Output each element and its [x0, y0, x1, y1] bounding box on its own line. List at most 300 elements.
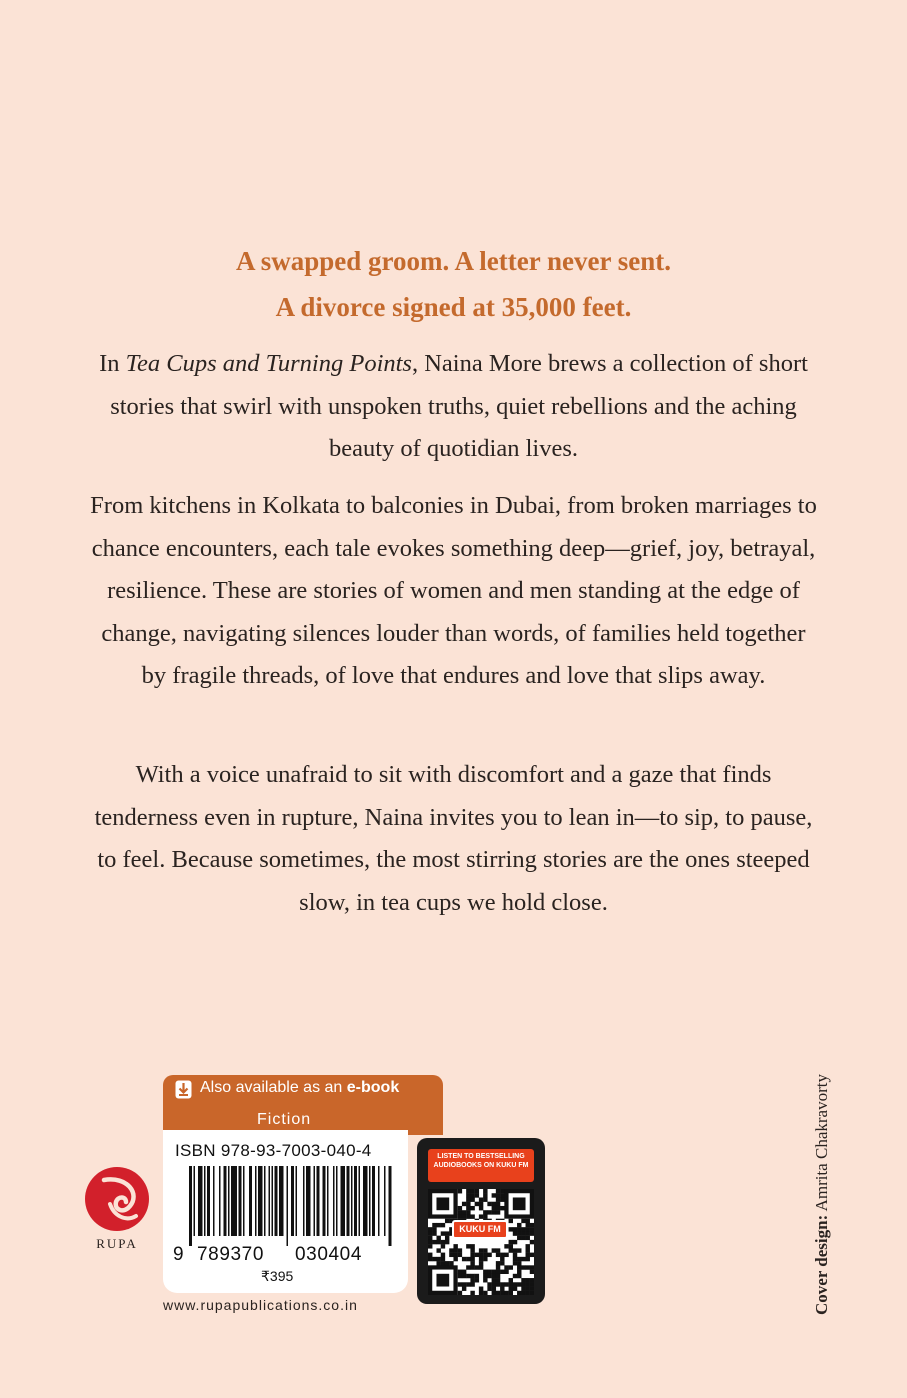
qr-module — [526, 1265, 530, 1269]
qr-module — [513, 1274, 517, 1278]
barcode-bar — [249, 1166, 252, 1236]
qr-module — [428, 1253, 432, 1257]
qr-module — [509, 1227, 513, 1231]
tagline-line-1: A swapped groom. A letter never sent. — [236, 246, 671, 276]
qr-module — [521, 1227, 525, 1231]
qr-module — [483, 1193, 487, 1197]
barcode-bar — [303, 1166, 305, 1236]
qr-module — [470, 1244, 474, 1248]
qr-module — [470, 1214, 474, 1218]
qr-module — [513, 1248, 517, 1252]
barcode-bar — [239, 1166, 242, 1236]
barcode-digits-right: 030404 — [295, 1244, 363, 1265]
qr-module — [530, 1270, 534, 1274]
qr-module — [445, 1219, 449, 1223]
qr-module — [530, 1278, 534, 1282]
barcode-bar — [194, 1166, 196, 1236]
qr-module — [436, 1257, 440, 1261]
qr-module — [526, 1248, 530, 1252]
qr-module — [470, 1193, 474, 1197]
kuku-fm-badge: KUKU FM — [452, 1220, 508, 1239]
qr-module — [513, 1261, 517, 1265]
qr-module — [462, 1214, 466, 1218]
qr-module — [492, 1202, 496, 1206]
qr-module — [475, 1189, 479, 1193]
qr-module — [500, 1282, 504, 1286]
qr-module — [526, 1257, 530, 1261]
qr-module — [470, 1197, 474, 1201]
qr-module — [462, 1287, 466, 1291]
qr-module — [483, 1278, 487, 1282]
qr-module — [462, 1282, 466, 1286]
qr-module — [458, 1214, 462, 1218]
qr-module — [521, 1278, 525, 1282]
barcode-bar — [269, 1166, 271, 1236]
qr-module — [513, 1257, 517, 1261]
qr-module — [483, 1197, 487, 1201]
qr-finder — [436, 1274, 449, 1287]
qr-module — [462, 1274, 466, 1278]
qr-module — [470, 1274, 474, 1278]
qr-module — [483, 1257, 487, 1261]
barcode-box — [163, 1108, 408, 1293]
qr-module — [487, 1287, 491, 1291]
qr-module — [526, 1253, 530, 1257]
qr-module — [479, 1261, 483, 1265]
qr-module — [487, 1274, 491, 1278]
qr-module — [462, 1257, 466, 1261]
qr-module — [517, 1282, 521, 1286]
qr-module — [432, 1223, 436, 1227]
qr-module — [496, 1210, 500, 1214]
qr-module — [526, 1219, 530, 1223]
qr-module — [462, 1202, 466, 1206]
blurb-paragraph-2: From kitchens in Kolkata to balconies in Dubai, from broken marriages to chance encounters, each tale evokes something deep—grief, joy, betrayal, resilience. These are stories of women and men standing at the edge of change, navigating silences louder than words, of families held together by fragile threads, of love that endures and love that slips away. — [90, 492, 817, 689]
blurb-p1-rest: , Naina More brews a collection of short stories that swirl with unspoken truths, quiet rebellions and the aching beauty of quotidian lives. — [110, 350, 808, 462]
qr-module — [504, 1291, 508, 1295]
barcode-bar — [275, 1166, 278, 1236]
qr-module — [517, 1231, 521, 1235]
barcode-bar — [279, 1166, 284, 1236]
barcode-bar — [378, 1166, 380, 1236]
qr-module — [509, 1219, 513, 1223]
qr-module — [453, 1253, 457, 1257]
qr-module — [483, 1253, 487, 1257]
qr-module — [530, 1253, 534, 1257]
qr-module — [521, 1291, 525, 1295]
barcode-bar — [219, 1166, 221, 1236]
qr-module — [526, 1287, 530, 1291]
qr-module — [496, 1274, 500, 1278]
publisher-logo — [84, 1166, 150, 1252]
barcode-digit-first: 9 — [173, 1244, 184, 1265]
qr-module — [453, 1248, 457, 1252]
qr-module — [466, 1214, 470, 1218]
qr-module — [483, 1274, 487, 1278]
qr-module — [500, 1197, 504, 1201]
ebook-bold: e-book — [346, 1079, 400, 1096]
barcode-bar — [341, 1166, 346, 1236]
qr-module — [500, 1291, 504, 1295]
kuku-fm-qr-card — [417, 1138, 545, 1304]
qr-module — [445, 1261, 449, 1265]
isbn-text: ISBN 978-93-7003-040-4 — [175, 1141, 372, 1160]
qr-module — [496, 1253, 500, 1257]
barcode-bar — [224, 1166, 227, 1236]
tagline-line-2: A divorce signed at 35,000 feet. — [275, 292, 632, 322]
qr-module — [526, 1282, 530, 1286]
qr-module — [530, 1240, 534, 1244]
qr-module — [428, 1236, 432, 1240]
barcode-bar — [363, 1166, 368, 1236]
qr-module — [492, 1210, 496, 1214]
qr-module — [517, 1261, 521, 1265]
qr-module — [509, 1248, 513, 1252]
qr-module — [479, 1214, 483, 1218]
qr-module — [441, 1240, 445, 1244]
qr-module — [521, 1219, 525, 1223]
qr-module — [432, 1231, 436, 1235]
qr-module — [428, 1244, 432, 1248]
qr-module — [504, 1270, 508, 1274]
qr-module — [509, 1244, 513, 1248]
qr-module — [458, 1291, 462, 1295]
qr-module — [441, 1231, 445, 1235]
qr-module — [521, 1282, 525, 1286]
qr-module — [492, 1270, 496, 1274]
qr-module — [487, 1270, 491, 1274]
qr-module — [462, 1210, 466, 1214]
qr-module — [513, 1253, 517, 1257]
qr-module — [479, 1248, 483, 1252]
qr-module — [526, 1223, 530, 1227]
qr-module — [496, 1202, 500, 1206]
qr-module — [483, 1210, 487, 1214]
qr-module — [513, 1282, 517, 1286]
qr-module — [487, 1282, 491, 1286]
qr-module — [466, 1274, 470, 1278]
qr-module — [479, 1202, 483, 1206]
qr-module — [500, 1189, 504, 1193]
qr-module — [496, 1278, 500, 1282]
qr-module — [475, 1253, 479, 1257]
blurb-prefix: In — [99, 350, 126, 377]
qr-module — [513, 1240, 517, 1244]
qr-module — [475, 1193, 479, 1197]
qr-module — [462, 1270, 466, 1274]
qr-module — [428, 1257, 432, 1261]
barcode-bar — [243, 1166, 245, 1236]
qr-module — [428, 1231, 432, 1235]
qr-module — [504, 1282, 508, 1286]
qr-module — [530, 1282, 534, 1286]
barcode-bar — [369, 1166, 371, 1236]
qr-module — [500, 1193, 504, 1197]
qr-module — [449, 1248, 453, 1252]
qr-module — [470, 1248, 474, 1252]
qr-module — [487, 1253, 491, 1257]
qr-module — [466, 1193, 470, 1197]
qr-module — [466, 1282, 470, 1286]
qr-module — [470, 1261, 474, 1265]
qr-module — [496, 1248, 500, 1252]
barcode-bar — [204, 1166, 206, 1236]
qr-module — [458, 1189, 462, 1193]
qr-module — [509, 1265, 513, 1269]
ebook-label — [200, 1079, 399, 1097]
qr-module — [526, 1236, 530, 1240]
qr-module — [487, 1202, 491, 1206]
qr-module — [428, 1240, 432, 1244]
qr-module — [496, 1206, 500, 1210]
qr-module — [517, 1291, 521, 1295]
qr-module — [436, 1236, 440, 1240]
qr-module — [458, 1206, 462, 1210]
qr-module — [470, 1265, 474, 1269]
qr-module — [483, 1270, 487, 1274]
qr-module — [466, 1189, 470, 1193]
qr-module — [500, 1261, 504, 1265]
qr-module — [479, 1287, 483, 1291]
qr-module — [496, 1197, 500, 1201]
barcode-bar — [306, 1166, 311, 1236]
qr-module — [496, 1189, 500, 1193]
qr-module — [530, 1287, 534, 1291]
qr-finder — [436, 1197, 449, 1210]
barcode-bar — [372, 1166, 375, 1236]
qr-module — [492, 1282, 496, 1286]
qr-module — [466, 1257, 470, 1261]
qr-module — [517, 1223, 521, 1227]
qr-module — [466, 1210, 470, 1214]
barcode-bars — [171, 1166, 401, 1246]
qr-module — [436, 1223, 440, 1227]
qr-module — [479, 1257, 483, 1261]
qr-module — [466, 1197, 470, 1201]
qr-module — [526, 1231, 530, 1235]
qr-module — [483, 1214, 487, 1218]
credit-label: Cover design: — [812, 1214, 831, 1315]
qr-module — [483, 1291, 487, 1295]
qr-module — [492, 1206, 496, 1210]
barcode-bar — [255, 1166, 257, 1236]
qr-module — [513, 1227, 517, 1231]
qr-module — [432, 1240, 436, 1244]
qr-module — [509, 1287, 513, 1291]
blurb-paragraph-1 — [80, 343, 827, 471]
qr-module — [449, 1253, 453, 1257]
qr-module — [492, 1248, 496, 1252]
qr-module — [521, 1231, 525, 1235]
qr-module — [517, 1248, 521, 1252]
barcode-bar — [264, 1166, 266, 1236]
qr-module — [470, 1291, 474, 1295]
qr-module — [530, 1231, 534, 1235]
barcode-bar — [207, 1166, 210, 1236]
qr-module — [441, 1253, 445, 1257]
qr-module — [492, 1274, 496, 1278]
qr-module — [479, 1265, 483, 1269]
qr-module — [496, 1265, 500, 1269]
qr-module — [432, 1257, 436, 1261]
qr-module — [445, 1236, 449, 1240]
qr-module — [453, 1244, 457, 1248]
price-label: ₹395 — [261, 1268, 294, 1284]
barcode-bar — [351, 1166, 353, 1236]
barcode-bar — [389, 1166, 392, 1246]
qr-module — [475, 1278, 479, 1282]
qr-module — [458, 1282, 462, 1286]
qr-module — [500, 1206, 504, 1210]
barcode-bar — [291, 1166, 294, 1236]
barcode-bar — [198, 1166, 203, 1236]
barcode-bar — [258, 1166, 263, 1236]
barcode-bar — [359, 1166, 361, 1236]
qr-module — [509, 1278, 513, 1282]
barcode-digits-left: 789370 — [197, 1244, 265, 1265]
qr-module — [492, 1278, 496, 1282]
qr-module — [526, 1244, 530, 1248]
qr-module — [470, 1206, 474, 1210]
qr-module — [496, 1261, 500, 1265]
qr-module — [436, 1261, 440, 1265]
qr-module — [479, 1291, 483, 1295]
qr-module — [466, 1202, 470, 1206]
qr-module — [441, 1257, 445, 1261]
qr-module — [509, 1240, 513, 1244]
barcode-bar — [354, 1166, 357, 1236]
barcode-bar — [272, 1166, 274, 1236]
barcode-bar — [333, 1166, 335, 1236]
qr-code-icon — [428, 1189, 534, 1295]
qr-module — [504, 1265, 508, 1269]
qr-module — [470, 1253, 474, 1257]
qr-module — [479, 1253, 483, 1257]
qr-module — [517, 1270, 521, 1274]
blurb-paragraph-3: With a voice unafraid to sit with discomfort and a gaze that finds tenderness even in rupture, Naina invites you to lean in—to sip, to pause, to feel. Because sometimes, the most stirring stories are the ones steeped slow, in tea cups we hold close. — [94, 761, 813, 916]
qr-module — [483, 1189, 487, 1193]
qr-module — [492, 1287, 496, 1291]
qr-module — [530, 1291, 534, 1295]
barcode-bar — [189, 1166, 192, 1246]
barcode-bar — [231, 1166, 237, 1236]
qr-module — [458, 1274, 462, 1278]
book-title: Tea Cups and Turning Points — [125, 350, 412, 377]
qr-module — [466, 1244, 470, 1248]
qr-module — [530, 1227, 534, 1231]
qr-module — [500, 1270, 504, 1274]
qr-module — [453, 1257, 457, 1261]
ebook-prefix: Also available as an — [200, 1079, 347, 1096]
qr-module — [513, 1231, 517, 1235]
barcode-bar — [213, 1166, 215, 1236]
qr-module — [517, 1227, 521, 1231]
qr-module — [500, 1287, 504, 1291]
qr-module — [458, 1270, 462, 1274]
qr-module — [470, 1257, 474, 1261]
barcode-bar — [327, 1166, 329, 1236]
qr-module — [517, 1274, 521, 1278]
barcode-bar — [317, 1166, 320, 1236]
genre-label: Fiction — [163, 1108, 408, 1133]
kuku-header: LISTEN TO BESTSELLING AUDIOBOOKS ON KUKU FM — [428, 1149, 534, 1182]
qr-module — [496, 1282, 500, 1286]
qr-module — [496, 1270, 500, 1274]
barcode-bar — [228, 1166, 230, 1236]
qr-module — [492, 1291, 496, 1295]
qr-module — [475, 1265, 479, 1269]
qr-module — [504, 1244, 508, 1248]
qr-module — [441, 1244, 445, 1248]
qr-module — [432, 1227, 436, 1231]
qr-module — [530, 1223, 534, 1227]
qr-module — [441, 1223, 445, 1227]
qr-module — [466, 1206, 470, 1210]
barcode-bar — [384, 1166, 386, 1236]
qr-module — [521, 1287, 525, 1291]
qr-module — [496, 1291, 500, 1295]
qr-module — [436, 1240, 440, 1244]
publisher-url: www.rupapublications.co.in — [163, 1297, 358, 1313]
qr-module — [500, 1253, 504, 1257]
qr-module — [449, 1261, 453, 1265]
qr-module — [441, 1261, 445, 1265]
qr-module — [526, 1278, 530, 1282]
qr-module — [445, 1240, 449, 1244]
qr-module — [487, 1210, 491, 1214]
qr-module — [470, 1282, 474, 1286]
qr-module — [428, 1227, 432, 1231]
qr-module — [479, 1197, 483, 1201]
qr-finder — [513, 1197, 526, 1210]
qr-module — [458, 1248, 462, 1252]
qr-module — [500, 1257, 504, 1261]
qr-module — [517, 1257, 521, 1261]
qr-module — [475, 1202, 479, 1206]
credit-name: Amrita Chakravorty — [812, 1074, 831, 1215]
qr-module — [504, 1253, 508, 1257]
qr-module — [530, 1265, 534, 1269]
qr-module — [458, 1253, 462, 1257]
qr-module — [521, 1265, 525, 1269]
publisher-name: RUPA — [96, 1236, 138, 1251]
qr-module — [466, 1265, 470, 1269]
barcode-bar — [347, 1166, 350, 1236]
qr-module — [436, 1248, 440, 1252]
qr-module — [445, 1231, 449, 1235]
barcode-bar — [323, 1166, 326, 1236]
barcode-bar — [336, 1166, 338, 1236]
qr-module — [526, 1291, 530, 1295]
qr-module — [517, 1265, 521, 1269]
cover-design-credit — [812, 1074, 832, 1315]
rupa-logo-icon — [84, 1166, 150, 1232]
qr-module — [526, 1227, 530, 1231]
qr-module — [483, 1248, 487, 1252]
qr-module — [470, 1278, 474, 1282]
qr-module — [492, 1193, 496, 1197]
qr-module — [521, 1236, 525, 1240]
qr-module — [521, 1257, 525, 1261]
qr-module — [479, 1206, 483, 1210]
barcode-bar — [314, 1166, 316, 1236]
qr-module — [470, 1189, 474, 1193]
barcode-bar — [296, 1166, 298, 1236]
qr-module — [509, 1291, 513, 1295]
qr-module — [496, 1193, 500, 1197]
qr-module — [509, 1282, 513, 1286]
qr-module — [458, 1210, 462, 1214]
